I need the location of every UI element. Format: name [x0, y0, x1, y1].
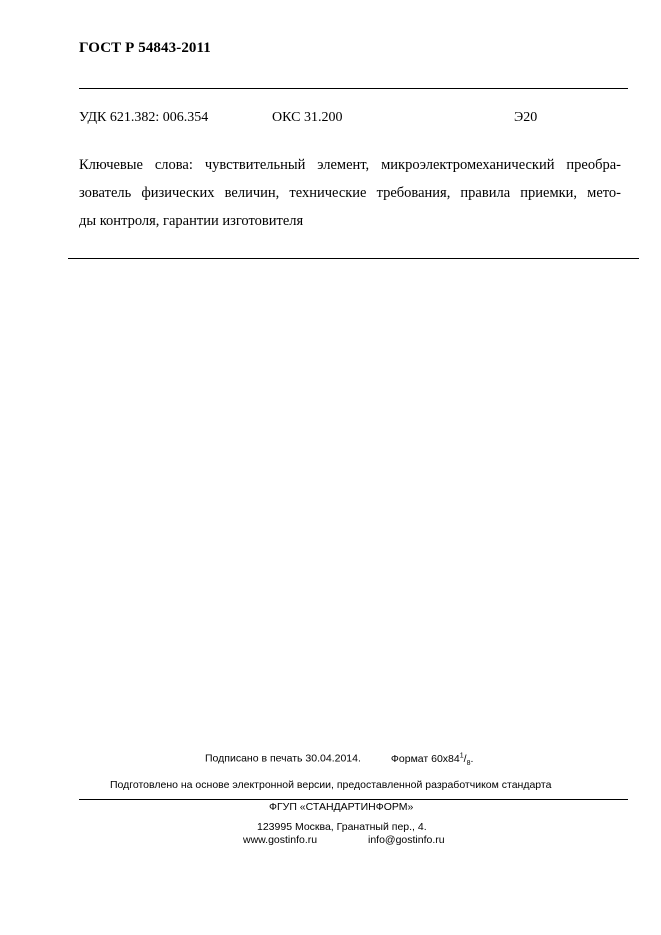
print-signature-line — [205, 752, 473, 767]
e-group-code: Э20 — [514, 110, 538, 125]
publisher-website[interactable]: www.gostinfo.ru — [243, 834, 318, 846]
prepared-note: Подготовлено на основе электронной версии, предоставленной разработчиком стандарта — [110, 779, 552, 791]
publisher-email[interactable]: info@gostinfo.ru — [368, 834, 445, 846]
paper-format: Формат $60x84^1/_8$. — [390, 752, 474, 767]
keywords-line: Ключевые слова: чувствительный элемент, микроэлектромеханический преобра- — [79, 157, 621, 173]
signed-date: Подписано в печать 30.04.2014. — [205, 752, 361, 765]
publisher-name: ФГУП «СТАНДАРТИНФОРМ» — [269, 801, 414, 813]
keywords-line: ды контроля, гарантии изготовителя — [79, 213, 304, 229]
document-code: ГОСТ Р 54843-2011 — [79, 40, 211, 56]
keywords-line: зователь физических величин, технические требования, правила приемки, мето- — [79, 185, 621, 201]
section-divider — [68, 258, 639, 259]
keywords-paragraph — [79, 151, 621, 235]
oks-code: ОКС 31.200 — [272, 110, 343, 125]
top-divider — [79, 88, 628, 89]
publisher-address: 123995 Москва, Гранатный пер., 4. — [257, 821, 427, 833]
footer-divider — [79, 799, 628, 800]
udk-code: УДК 621.382: 006.354 — [79, 110, 209, 125]
